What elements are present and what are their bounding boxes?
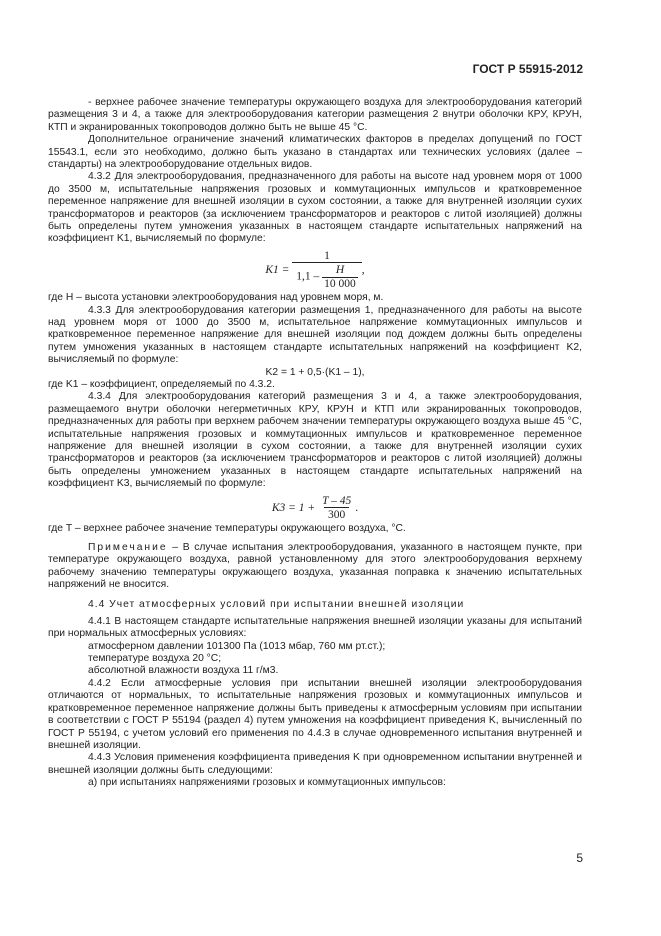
paragraph-4-4-1: 4.4.1 В настоящем стандарте испытательные напряжения внешней изоляции указаны для испытаний при нормальных атмосферных условиях:: [48, 615, 582, 640]
formula-k1-den-lead: 1,1 –: [296, 270, 320, 283]
formula-k1-inner-num: H: [335, 264, 345, 277]
formula-k2: K2 = 1 + 0,5·(K1 – 1),: [265, 366, 365, 378]
formula-k1-fraction: [292, 250, 362, 290]
condition-item: абсолютной влажности воздуха 11 г/м3.: [88, 665, 279, 677]
formula-k1-inner-den: 10 000: [324, 277, 356, 290]
note-text: – В случае испытания электрооборудования, указанного в настоящем пункте, при температуре окружающего воздуха, равной установленному для этого электрооборудования верхнему рабочему значению температуры окружающего воздуха, указанная поправка к значению испытательных напряжений не вносится.: [48, 541, 582, 591]
formula-k3-numerator: T – 45: [322, 494, 352, 507]
list-item-a: а) при испытаниях напряжениями грозовых и коммутационных импульсов:: [88, 777, 446, 789]
paragraph: где K1 – коэффициент, определяемый по 4.3.2.: [48, 378, 275, 390]
paragraph: где T – верхнее рабочее значение температуры окружающего воздуха, °С.: [48, 523, 406, 535]
formula-k1-tail: ,: [361, 263, 365, 276]
formula-k3: [48, 495, 582, 522]
paragraph: Дополнительное ограничение значений климатических факторов в пределах допущений по ГОСТ 15543.1, если это необходимо, должно быть указано в стандартах или технических условиях (далее – стандарты) на электрооборудование отдельных видов.: [48, 134, 582, 171]
formula-k3-denominator: 300: [324, 507, 349, 521]
formula-k1-inner-fraction: [322, 264, 358, 290]
paragraph-4-3-3: 4.3.3 Для электрооборудования категории размещения 1, предназначенного для работы на высоте над уровнем моря от 1000 до 3500 м, испытательное напряжение коммутационных импульсов и кратковременное переменное напряжение для внешней изоляции под дождем должны быть определены путем умножения указанных в настоящем стандарте испытательных напряжений на коэффициент K2, вычисляемый по формуле:: [48, 304, 582, 366]
paragraph: где H – высота установки электрооборудования над уровнем моря, м.: [48, 292, 384, 304]
note-label: Примечание: [88, 541, 168, 553]
note: [48, 542, 582, 592]
condition-item: температуре воздуха 20 °С;: [88, 653, 222, 665]
condition-item: атмосферном давлении 101300 Па (1013 мбар, 760 мм рт.ст.);: [88, 640, 386, 652]
paragraph: - верхнее рабочее значение температуры окружающего воздуха для электрооборудования категорий размещения 3 и 4, а также для электрооборудования категории размещения 2 внутри оболочки КРУ, КРУН, КТП и экранированных токопроводов должно быть не выше 45 °С.: [48, 97, 582, 133]
document-body: [48, 97, 582, 790]
section-heading-4-4: 4.4 Учет атмосферных условий при испытании внешней изоляции: [88, 599, 465, 611]
paragraph-4-3-4: 4.3.4 Для электрооборудования категорий размещения 3 и 4, а также электрооборудования, размещаемого внутри оболочки негерметичных КРУ, КРУН и КТП или экранированных токопроводов, предназначенных для работы при верхнем рабочем значении температуры окружающего воздуха выше 45 °С, испытательные напряжения грозовых и коммутационных импульсов и кратковременное переменное напряжение для внешней изоляции в сухом состоянии, а также для внутренней изоляции сухих трансформаторов и реакторов (за исключением трансформаторов и реакторов с литой изоляцией) должны быть определены умножением указанных в настоящем стандарте испытательных напряжений на коэффициент K3, вычисляемый по формуле:: [48, 391, 582, 490]
formula-k1-denominator: [292, 262, 362, 290]
formula-k3-fraction: [318, 495, 355, 522]
document-header: ГОСТ Р 55915-2012: [472, 62, 583, 76]
paragraph-4-3-2: 4.3.2 Для электрооборудования, предназначенного для работы на высоте над уровнем моря от 1000 до 3500 м, испытательные напряжения грозовых и коммутационных импульсов и кратковременное переменное напряжение для внешней изоляции в сухом состоянии, а также для внутренней изоляции сухих трансформаторов и реакторов (за исключением трансформаторов и реакторов с литой изоляцией) должны быть определены путем умножения указанных в настоящем стандарте испытательных напряжений на коэффициент K1, вычисляемый по формуле:: [48, 171, 582, 245]
formula-k3-lhs: K3 = 1 +: [271, 501, 316, 514]
formula-k3-tail: .: [355, 501, 359, 514]
formula-k1-numerator: 1: [324, 249, 330, 262]
page-number: 5: [576, 851, 583, 865]
paragraph-4-4-3: 4.4.3 Условия применения коэффициента приведения K при одновременном испытании внутренней и внешней изоляции должны быть следующими:: [48, 752, 582, 776]
paragraph-4-4-2: 4.4.2 Если атмосферные условия при испытании внешней изоляции электрооборудования отличаются от нормальных, то испытательные напряжения грозовых и коммутационных импульсов и кратковременное переменное напряжение должны быть приведены к атмосферным условиям при испытании в соответствии с ГОСТ Р 55194 (раздел 4) путем умножения на коэффициент приведения K, вычисленный по ГОСТ Р 55194, с учетом условий его применения по 4.4.3 в случае одновременного испытания внутренней и внешней изоляции.: [48, 677, 582, 751]
formula-k1: [48, 250, 582, 290]
formula-k1-lhs: K1 =: [265, 263, 290, 276]
